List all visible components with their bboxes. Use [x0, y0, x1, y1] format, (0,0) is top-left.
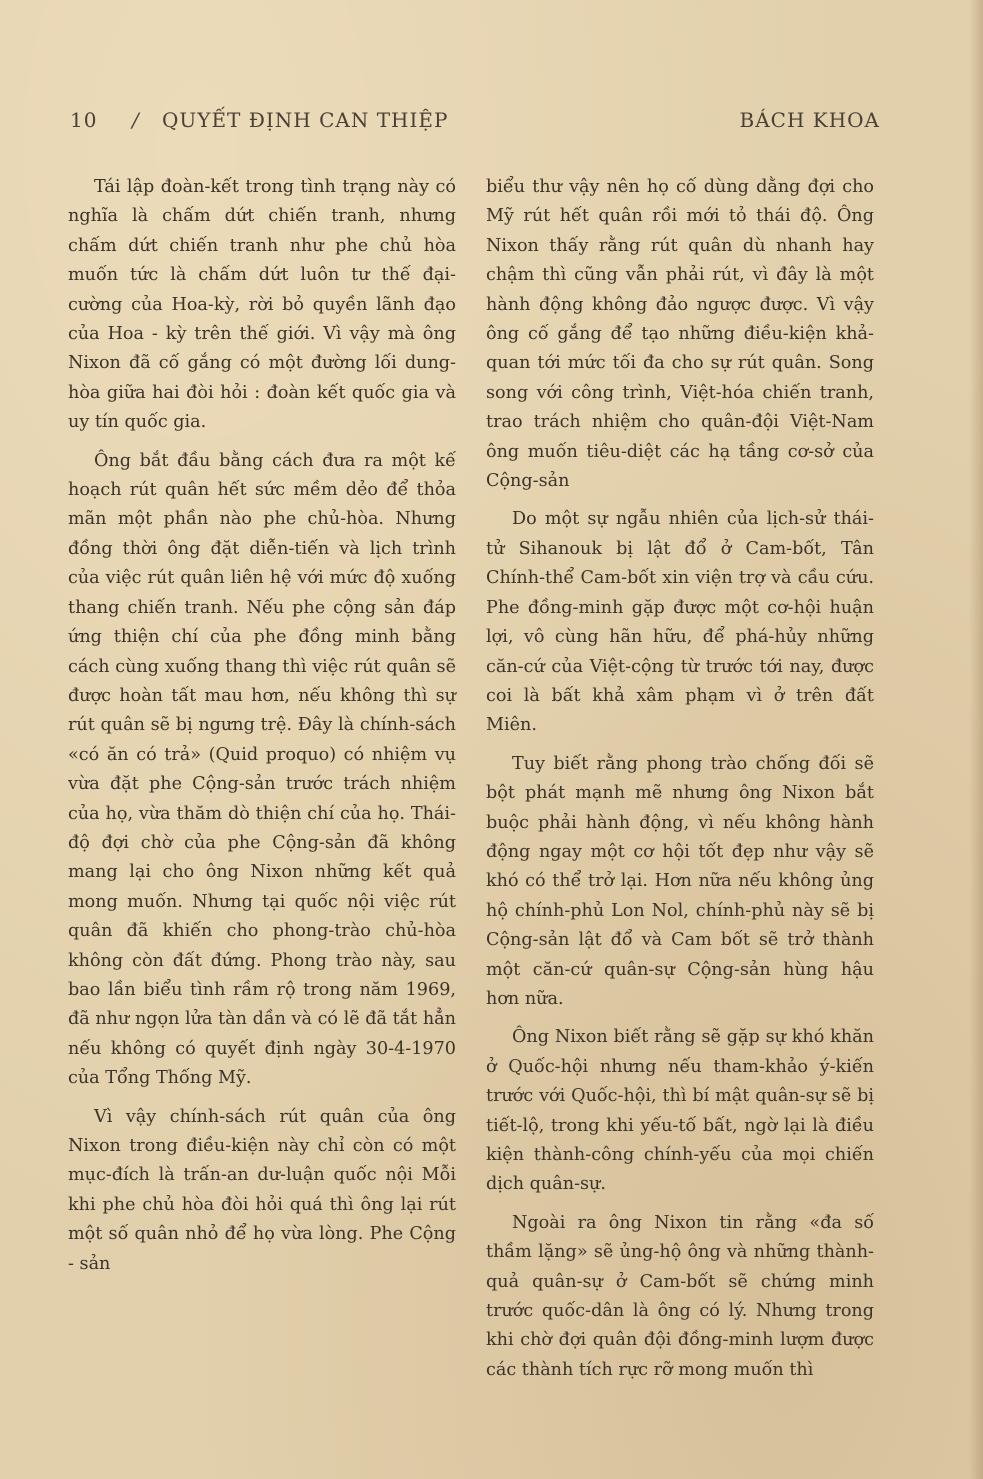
chapter-title: QUYẾT ĐỊNH CAN THIỆP: [162, 108, 449, 132]
page-number: 10: [70, 108, 98, 132]
paragraph: Ngoài ra ông Nixon tin rằng «đa số thầm lặng» sẽ ủng-hộ ông và những thành-quả quân-sự ở Cam-bốt sẽ chứng minh trước quốc-dân là ông có lý. Nhưng trong khi chờ đợi quân đội đồng-minh lượm được các thành tích rực rỡ mong muốn thì: [486, 1212, 874, 1380]
magazine-name: BÁCH KHOA: [739, 108, 880, 132]
left-column: [68, 173, 456, 1288]
paragraph: Tuy biết rằng phong trào chống đối sẽ bột phát mạnh mẽ nhưng ông Nixon bắt buộc phải hành động, vì nếu không hành động ngay một cơ hội tốt đẹp như vậy sẽ khó có thể trở lại. Hơn nữa nếu không ủng hộ chính-phủ Lon Nol, chính-phủ này sẽ bị Cộng-sản lật đổ và Cam bốt sẽ trở thành một căn-cứ quân-sự Cộng-sản hùng hậu hơn nữa.: [486, 753, 874, 1009]
right-column: [486, 173, 874, 1394]
paragraph-continued: biểu thư vậy nên họ cố dùng dằng đợi cho Mỹ rút hết quân rồi mới tỏ thái độ. Ông Nixon thấy rằng rút quân dù nhanh hay chậm thì cũng vẫn phải rút, vì đây là một hành động không đảo ngược được. Vì vậy ông cố gắng để tạo những điều-kiện khả-quan tới mức tối đa cho sự rút quân. Song song với công trình, Việt-hóa chiến tranh, trao trách nhiệm cho quân-đội Việt-Nam ông muốn tiêu-diệt các hạ tầng cơ-sở của Cộng-sản: [486, 177, 874, 492]
paragraph: Ông bắt đầu bằng cách đưa ra một kế hoạch rút quân hết sức mềm dẻo để thỏa mãn một phần nào phe chủ-hòa. Nhưng đồng thời ông đặt diễn-tiến và lịch trình của việc rút quân liên hệ với mức độ xuống thang chiến tranh. Nếu phe cộng sản đáp ứng thiện chí của phe đồng minh bằng cách cùng xuống thang thì việc rút quân sẽ được hoàn tất mau hơn, nếu không thì sự rút quân sẽ bị ngưng trệ. Đây là chính-sách «có ăn có trả» (Quid proquo) có nhiệm vụ vừa đặt phe Cộng-sản trước trách nhiệm của họ, vừa thăm dò thiện chí của họ. Thái-độ đợi chờ của phe Cộng-sản đã không mang lại cho ông Nixon những kết quả mong muốn. Nhưng tại quốc nội việc rút quân đã khiến cho phong-trào chủ-hòa không còn đất đứng. Phong trào này, sau bao lần biểu tình rầm rộ trong năm 1969, đã như ngọn lửa tàn dần và có lẽ đã tắt hẳn nếu không có quyết định ngày 30-4-1970 của Tổng Thống Mỹ.: [68, 450, 456, 1089]
paragraph: Ông Nixon biết rằng sẽ gặp sự khó khăn ở Quốc-hội nhưng nếu tham-khảo ý-kiến trước với Quốc-hội, thì bí mật quân-sự sẽ bị tiết-lộ, trong khi yếu-tố bất, ngờ lại là điều kiện thành-công chính-yếu của mọi chiến dịch quân-sự.: [486, 1027, 874, 1195]
paragraph: Tái lập đoàn-kết trong tình trạng này có nghĩa là chấm dứt chiến tranh, nhưng chấm dứt chiến tranh như phe chủ hòa muốn tức là chấm dứt luôn tư thế đại-cường của Hoa-kỳ, rời bỏ quyền lãnh đạo của Hoa - kỳ trên thế giới. Vì vậy mà ông Nixon đã cố gắng có một đường lối dung-hòa giữa hai đòi hỏi : đoàn kết quốc gia và uy tín quốc gia.: [68, 177, 456, 433]
header-separator: /: [132, 108, 140, 132]
paragraph: Vì vậy chính-sách rút quân của ông Nixon trong điều-kiện này chỉ còn có một mục-đích là trấn-an dư-luận quốc nội Mỗi khi phe chủ hòa đòi hỏi quá thì ông lại rút một số quân nhỏ để họ vừa lòng. Phe Cộng - sản: [68, 1106, 456, 1274]
page-header: [70, 108, 880, 138]
paragraph: Do một sự ngẫu nhiên của lịch-sử thái-tử Sihanouk bị lật đổ ở Cam-bốt, Tân Chính-thể Cam-bốt xin viện trợ và cầu cứu. Phe đồng-minh gặp được một cơ-hội huận lợi, vô cùng hãn hữu, để phá-hủy những căn-cứ của Việt-cộng từ trước tới nay, được coi là bất khả xâm phạm vì ở trên đất Miên.: [486, 509, 874, 736]
